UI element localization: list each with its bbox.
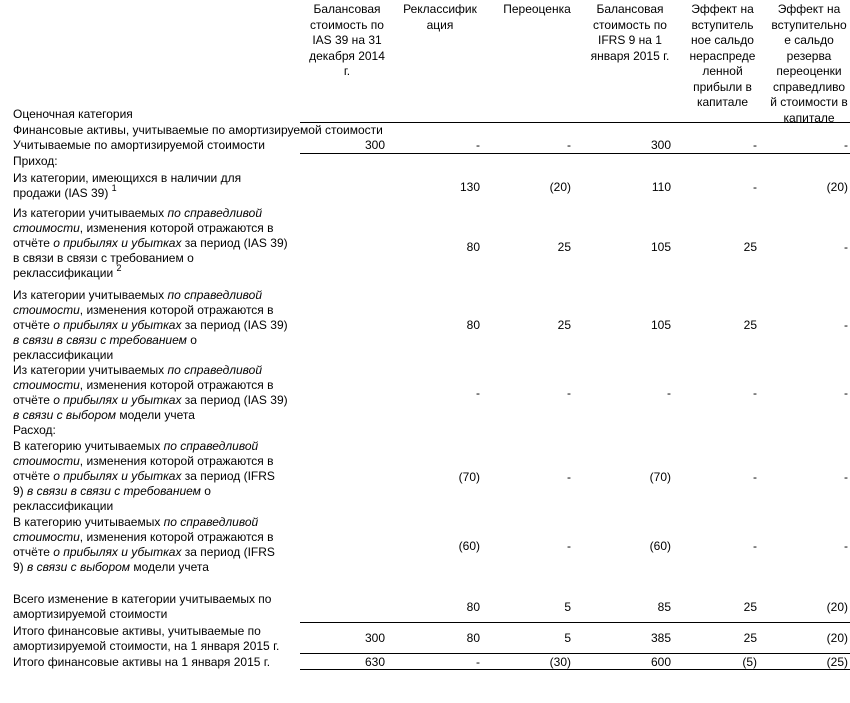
cell-reserve: -: [844, 386, 848, 400]
table-bottom-rule: [300, 669, 850, 670]
cell-ias39: 300: [364, 138, 385, 152]
column-header-fair-value-reserve-effect: Эффект на вступительно е сальдо резерва переоценки справедливо й стоимости в капитале: [770, 2, 848, 125]
cell-reclass: -: [476, 138, 480, 152]
cell-ifrs9: 110: [651, 180, 671, 194]
cell-reserve: -: [844, 318, 848, 332]
cell-remeasure: 5: [564, 631, 571, 645]
cell-reclass: 80: [466, 318, 480, 332]
cell-reserve: -: [844, 539, 848, 553]
cell-reclass: 80: [466, 631, 480, 645]
cell-retained: -: [753, 386, 757, 400]
category-label: Оценочная категория: [13, 107, 133, 121]
cell-reclass: (60): [458, 539, 480, 553]
cell-ias39: 300: [364, 631, 385, 645]
cell-retained: -: [753, 539, 757, 553]
cell-reclass: 80: [466, 240, 480, 254]
cell-reclass: 80: [466, 600, 480, 614]
row-label: В категорию учитываемых по справедливой стоимости, изменения которой отражаются в отчёте о прибылях и убытках за период (IFRS 9) в связи с выбором модели учета: [13, 515, 275, 574]
cell-retained: -: [753, 180, 757, 194]
row-divider: [300, 653, 850, 654]
row-label-subtotal: Всего изменение в категории учитываемых по амортизируемой стоимости: [13, 592, 272, 621]
cell-reserve: (20): [826, 180, 848, 194]
cell-reclass: -: [476, 386, 480, 400]
cell-reserve: (20): [826, 600, 848, 614]
cell-ifrs9: -: [667, 386, 671, 400]
cell-reserve: -: [844, 240, 848, 254]
cell-ifrs9: 85: [657, 600, 671, 614]
cell-ias39: 630: [364, 655, 385, 669]
cell-remeasure: (30): [549, 655, 571, 669]
cell-ifrs9: 600: [650, 655, 671, 669]
column-header-ias39-carrying: Балансовая стоимость по IAS 39 на 31 декабря 2014 г.: [309, 2, 385, 78]
section-label-outflow: Расход:: [13, 423, 56, 437]
cell-remeasure: 25: [557, 318, 571, 332]
row-label: Учитываемые по амортизируемой стоимости: [13, 138, 265, 152]
cell-remeasure: -: [567, 138, 571, 152]
cell-remeasure: -: [567, 386, 571, 400]
row-divider: [300, 153, 850, 154]
cell-remeasure: 25: [557, 240, 571, 254]
column-header-reclassification: Реклассифик ация: [403, 2, 477, 32]
cell-ifrs9: 385: [650, 631, 671, 645]
cell-remeasure: 5: [564, 600, 571, 614]
cell-reserve: -: [844, 470, 848, 484]
cell-reserve: (20): [826, 631, 848, 645]
cell-reserve: -: [844, 138, 848, 152]
cell-reclass: -: [476, 655, 480, 669]
cell-remeasure: (20): [549, 180, 571, 194]
section-title: Финансовые активы, учитываемые по амортизируемой стоимости: [13, 123, 383, 137]
row-label: В категорию учитываемых по справедливой стоимости, изменения которой отражаются в отчёте о прибылях и убытках за период (IFRS 9) в связи в связи с требованием о реклассификации: [13, 439, 275, 513]
column-header-ifrs9-carrying: Балансовая стоимость по IFRS 9 на 1 января 2015 г.: [590, 2, 670, 63]
column-header-remeasurement: Переоценка: [503, 2, 571, 16]
cell-ifrs9: (70): [649, 470, 671, 484]
column-header-retained-earnings-effect: Эффект на вступитель ное сальдо нераспреде ленной прибыли в капитале: [689, 2, 756, 109]
cell-retained: 25: [743, 318, 757, 332]
cell-reserve: (25): [826, 655, 848, 669]
row-label: Из категории учитываемых по справедливой стоимости, изменения которой отражаются в отчёте о прибылях и убытках за период (IAS 39) в связи в связи с требованием о реклассификации $^2$: [13, 206, 288, 280]
cell-reclass: (70): [458, 470, 480, 484]
row-label: Из категории учитываемых по справедливой стоимости, изменения которой отражаются в отчёте о прибылях и убытках за период (IAS 39) в связи в связи с требованием о реклассификации: [13, 288, 288, 362]
cell-retained: 25: [743, 600, 757, 614]
row-label: Из категории учитываемых по справедливой стоимости, изменения которой отражаются в отчёте о прибылях и убытках за период (IAS 39) в связи с выбором модели учета: [13, 363, 288, 422]
section-label-inflow: Приход:: [13, 154, 58, 168]
cell-remeasure: -: [567, 539, 571, 553]
cell-reclass: 130: [459, 180, 480, 194]
cell-retained: 25: [743, 631, 757, 645]
row-divider: [300, 622, 850, 623]
cell-retained: -: [753, 138, 757, 152]
cell-ifrs9: (60): [649, 539, 671, 553]
cell-ifrs9: 300: [650, 138, 671, 152]
cell-retained: (5): [742, 655, 757, 669]
cell-ifrs9: 105: [650, 318, 671, 332]
row-label: Из категории, имеющихся в наличии для продажи (IAS 39) $^1$: [13, 171, 242, 200]
cell-ifrs9: 105: [650, 240, 671, 254]
row-label-total-amortized: Итого финансовые активы, учитываемые по амортизируемой стоимости, на 1 января 2015 г.: [13, 624, 280, 653]
cell-retained: 25: [743, 240, 757, 254]
cell-remeasure: -: [567, 470, 571, 484]
row-label-grand-total: Итого финансовые активы на 1 января 2015 г.: [13, 655, 271, 669]
cell-retained: -: [753, 470, 757, 484]
